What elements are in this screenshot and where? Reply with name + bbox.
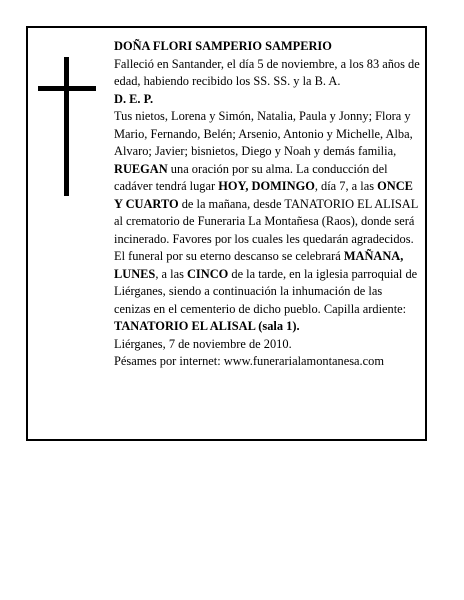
cross-horizontal-bar [38,86,96,91]
manana-lunes: MAÑANA, LUNES [114,249,404,281]
once-y-cuarto: ONCE Y CUARTO [114,179,413,211]
hoy-domingo: HOY, DOMINGO [218,179,315,193]
details-text-4: , a las [155,266,187,281]
place-date: Liérganes, 7 de noviembre de 2010. [114,336,292,351]
details-text-5: de la tarde, en la iglesia parroquial de Liérganes, siendo a continuación la inhumación de las cenizas en el cementerio de dicho pueblo. Capilla ardiente: [114,266,418,316]
dep-label: D. E. P. [114,91,154,106]
family-list: Tus nietos, Lorena y Simón, Natalia, Paula y Jonny; Flora y Mario, Fernando, Belén; Arsenio, Antonio y Michelle, Alba, Alvaro; Javier; bisnietos, Diego y Noah y demás familia, [114,109,413,158]
cinco: CINCO [186,266,229,281]
chapel-name: TANATORIO EL ALISAL (sala 1). [114,319,300,333]
funeral-details [114,161,420,336]
death-notice: Falleció en Santander, el día 5 de noviembre, a los 83 años de edad, habiendo recibido los SS. SS. y la B. A. [114,56,420,88]
details-text-2: , día 7, a las [314,179,378,193]
condolences-link: Pésames por internet: www.funerarialamontanesa.com [114,354,384,368]
ruegan-label: RUEGAN [114,161,168,176]
obituary-text [114,38,420,371]
details-text-1: una oración por su alma. La conducción del cadáver tendrá lugar [114,161,388,193]
cross-vertical-bar [64,57,69,196]
deceased-name: DOÑA FLORI SAMPERIO SAMPERIO [114,39,332,53]
details-text-3: de la mañana, desde TANATORIO EL ALISAL al crematorio de Funeraria La Montañesa (Raos), donde será incinerado. Favores por los cuales les quedarán agradecidos. El funeral por su eterno descanso se celebrará [114,196,418,263]
